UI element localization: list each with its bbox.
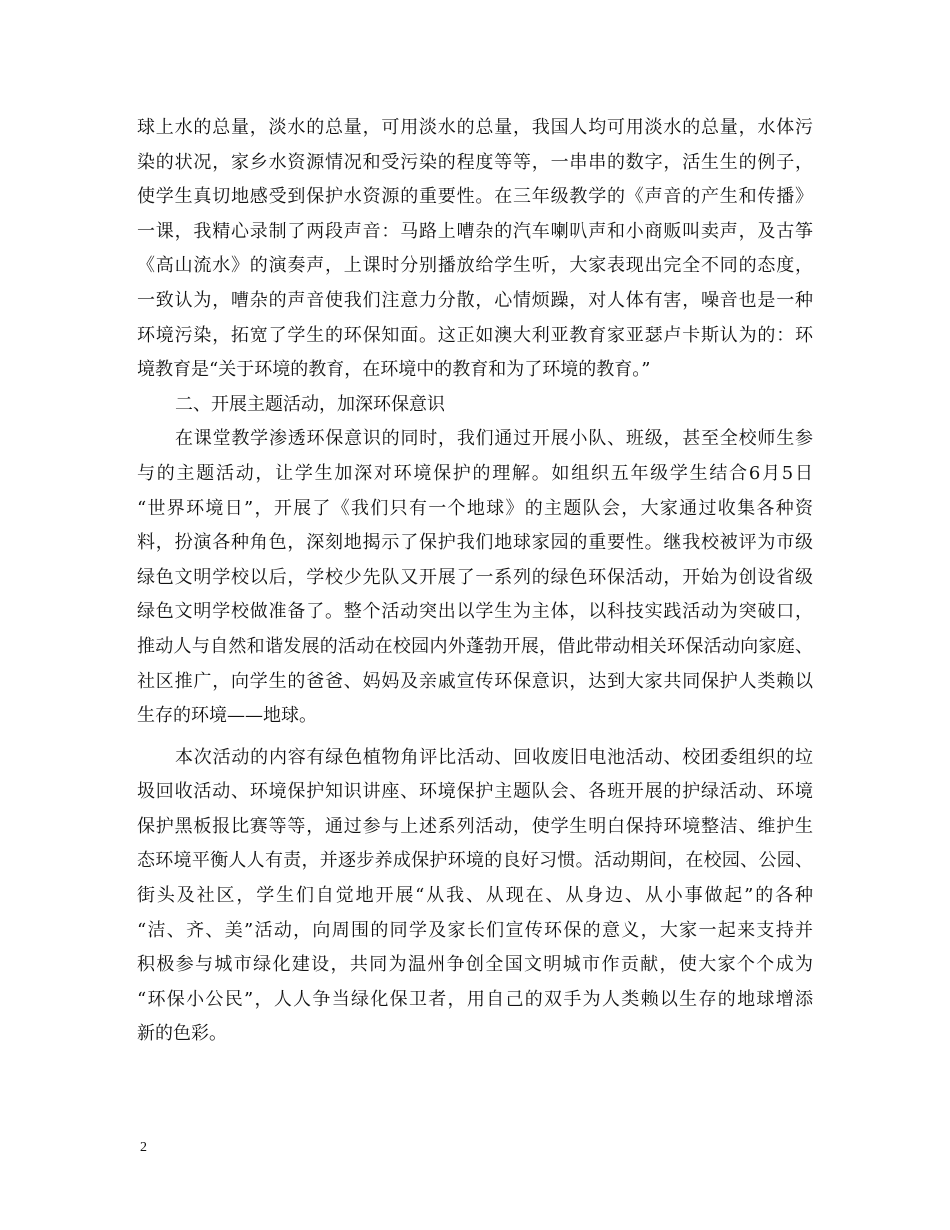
text-line: 新的色彩。	[137, 1023, 227, 1045]
section-heading: 二、开展主题活动，加深环保意识	[175, 393, 445, 415]
text-line: 推动人与自然和谐发展的活动在校园内外蓬勃开展，借此带动相关环保活动向家庭、	[137, 635, 813, 657]
text-line: 料，扮演各种角色，深刻地揭示了保护我们地球家园的重要性。继我校被评为市级	[137, 532, 813, 554]
text-line: 与的主题活动，让学生加深对环境保护的理解。如组织五年级学生结合6月5日	[137, 462, 813, 484]
text-line: “世界环境日”，开展了《我们只有一个地球》的主题队会，大家通过收集各种资	[137, 497, 813, 519]
text-line: 街头及社区，学生们自觉地开展“从我、从现在、从身边、从小事做起”的各种	[137, 885, 813, 907]
text-line: 一致认为，嘈杂的声音使我们注意力分散，心情烦躁，对人体有害，噪音也是一种	[137, 289, 813, 311]
text-line: 一课，我精心录制了两段声音：马路上嘈杂的汽车喇叭声和小商贩叫卖声，及古筝	[137, 220, 813, 242]
text-line: 使学生真切地感受到保护水资源的重要性。在三年级教学的《声音的产生和传播》	[137, 186, 813, 208]
text-line: 积极参与城市绿化建设，共同为温州争创全国文明城市作贡献，使大家个个成为	[137, 954, 813, 976]
text-line: 环境污染，拓宽了学生的环保知面。这正如澳大利亚教育家亚瑟卢卡斯认为的：环	[137, 324, 813, 346]
text-line: 圾回收活动、环境保护知识讲座、环境保护主题队会、各班开展的护绿活动、环境	[137, 781, 813, 803]
paragraph-spacer	[137, 734, 813, 741]
text-line: 保护黑板报比赛等等，通过参与上述系列活动，使学生明白保持环境整洁、维护生	[137, 815, 813, 837]
text-line: 本次活动的内容有绿色植物角评比活动、回收废旧电池活动、校团委组织的垃	[175, 746, 813, 768]
text-line: 染的状况，家乡水资源情况和受污染的程度等等，一串串的数字，活生生的例子，	[137, 151, 813, 173]
paragraph-activity-content	[137, 741, 813, 1052]
text-line: 在课堂教学渗透环保意识的同时，我们通过开展小队、班级，甚至全校师生参	[175, 428, 813, 450]
document-body	[137, 111, 813, 1052]
text-line: 境教育是“关于环境的教育，在环境中的教育和为了环境的教育。”	[137, 359, 651, 381]
text-line: 球上水的总量，淡水的总量，可用淡水的总量，我国人均可用淡水的总量，水体污	[137, 117, 813, 138]
text-line: 《高山流水》的演奏声，上课时分别播放给学生听，大家表现出完全不同的态度，	[137, 255, 813, 277]
text-line: 绿色文明学校做准备了。整个活动突出以学生为主体，以科技实践活动为突破口，	[137, 601, 813, 623]
text-line: 态环境平衡人人有责，并逐步养成保护环境的良好习惯。活动期间，在校园、公园、	[137, 850, 813, 872]
text-line: “环保小公民”，人人争当绿化保卫者，用自己的双手为人类赖以生存的地球增添	[137, 988, 813, 1010]
text-line: 生存的环境——地球。	[137, 705, 317, 727]
paragraph-water-resources	[137, 111, 813, 388]
text-line: 绿色文明学校以后，学校少先队又开展了一系列的绿色环保活动，开始为创设省级	[137, 566, 813, 588]
text-line: “洁、齐、美”活动，向周围的同学及家长们宣传环保的意义，大家一起来支持并	[137, 919, 813, 941]
text-line: 社区推广，向学生的爸爸、妈妈及亲戚宣传环保意识，达到大家共同保护人类赖以	[137, 670, 813, 692]
paragraph-theme-activities	[137, 422, 813, 733]
page-number: 2	[140, 1140, 147, 1155]
